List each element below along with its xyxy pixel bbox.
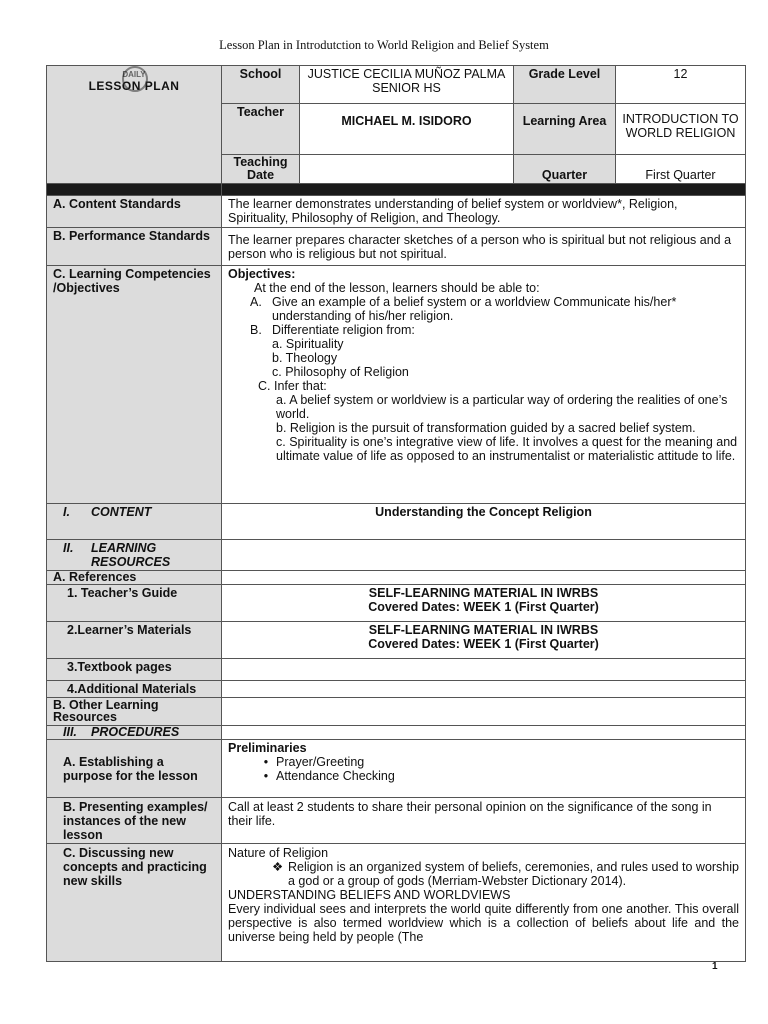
logo-cell	[47, 66, 222, 184]
nature-of-religion-heading: Nature of Religion	[228, 846, 329, 860]
presenting-examples-text: Call at least 2 students to share their personal opinion on the significance of the song in their life.	[222, 798, 746, 844]
bullet-icon: •	[263, 769, 269, 783]
preliminaries-title: Preliminaries	[228, 741, 307, 755]
objective-b-item: a. Spirituality	[272, 337, 344, 351]
list-item: ❖ Religion is an organized system of beliefs, ceremonies, and rules used to worship a god or a group of gods (Merriam-Webster Dictionary 2014).	[272, 860, 739, 888]
textbook-pages-value	[222, 659, 746, 681]
quarter-value: First Quarter	[616, 155, 746, 184]
presenting-examples-label: B. Presenting examples/ instances of the new lesson	[47, 798, 222, 844]
discussing-concepts-label: C. Discussing new concepts and practicing new skills	[47, 844, 222, 962]
procedures-label: III. PROCEDURES	[47, 726, 222, 740]
document-header: Lesson Plan in Introdutction to World Religion and Belief System	[219, 38, 549, 52]
establishing-purpose-text	[222, 740, 746, 798]
references-value	[222, 571, 746, 585]
learners-materials-label: 2.Learner’s Materials	[47, 622, 222, 659]
divider-bar	[222, 184, 746, 196]
content-title: Understanding the Concept Religion	[222, 504, 746, 540]
textbook-pages-label: 3.Textbook pages	[47, 659, 222, 681]
list-item: • Prayer/Greeting	[228, 755, 739, 769]
content-label: I. CONTENT	[47, 504, 222, 540]
bullet-icon: •	[263, 755, 269, 769]
quarter-label: Quarter	[514, 155, 616, 184]
content-standards-text: The learner demonstrates understanding of belief system or worldview*, Religion, Spirituality, Philosophy of Religion, and Theology.	[222, 196, 746, 228]
objective-c-item: c. Spirituality is one’s integrative view of life. It involves a quest for the meaning and ultimate value of life as opposed to an instrumentalist or materialistic attitude to life.	[276, 435, 738, 463]
teacher-label: Teacher	[222, 104, 300, 155]
performance-standards-text: The learner prepares character sketches of a person who is spiritual but not religious and a person who is religious but not spiritual.	[222, 228, 746, 266]
additional-materials-value	[222, 681, 746, 698]
other-resources-label: B. Other Learning Resources	[47, 698, 222, 726]
teaching-date-label: Teaching Date	[222, 155, 300, 184]
diamond-bullet-icon: ❖	[272, 860, 284, 874]
learning-resources-value	[222, 540, 746, 571]
content-standards-label: A. Content Standards	[47, 196, 222, 228]
discussing-concepts-text	[222, 844, 746, 962]
competencies-label: C. Learning Competencies /Objectives	[47, 266, 222, 504]
learners-materials-value: SELF-LEARNING MATERIAL IN IWRBS Covered Dates: WEEK 1 (First Quarter)	[222, 622, 746, 659]
other-resources-value	[222, 698, 746, 726]
divider-bar	[47, 184, 222, 196]
teaching-date-value	[300, 155, 514, 184]
objective-a: A. Give an example of a belief system or a worldview Communicate his/her* understanding of his/her religion.	[250, 295, 677, 323]
teachers-guide-label: 1. Teacher’s Guide	[47, 585, 222, 622]
teachers-guide-value: SELF-LEARNING MATERIAL IN IWRBS Covered Dates: WEEK 1 (First Quarter)	[222, 585, 746, 622]
grade-value: 12	[616, 66, 746, 104]
objective-b: B. Differentiate religion from:	[250, 323, 415, 337]
learning-resources-label: II. LEARNING RESOURCES	[47, 540, 222, 571]
references-label: A. References	[47, 571, 222, 585]
teacher-value: MICHAEL M. ISIDORO	[300, 104, 514, 155]
beliefs-worldviews-heading: UNDERSTANDING BELIEFS AND WORLDVIEWS	[228, 888, 511, 902]
procedures-value	[222, 726, 746, 740]
objectives-title: Objectives:	[228, 267, 296, 281]
list-item: • Attendance Checking	[228, 769, 739, 783]
learning-area-label: Learning Area	[514, 104, 616, 155]
worldview-paragraph: Every individual sees and interprets the world quite differently from one another. This overall perspective is also termed worldview which is a collection of beliefs about life and the universe being held by people (The	[228, 902, 739, 944]
page-number: 1	[712, 961, 718, 972]
performance-standards-label: B. Performance Standards	[47, 228, 222, 266]
learning-area-value: INTRODUCTION TO WORLD RELIGION	[616, 104, 746, 155]
establishing-purpose-label: A. Establishing a purpose for the lesson	[47, 740, 222, 798]
competencies-text	[222, 266, 746, 504]
lesson-plan-table	[46, 65, 746, 962]
objective-b-item: b. Theology	[272, 351, 338, 365]
school-value: JUSTICE CECILIA MUÑOZ PALMA SENIOR HS	[300, 66, 514, 104]
additional-materials-label: 4.Additional Materials	[47, 681, 222, 698]
objective-c: C. Infer that:	[258, 379, 327, 393]
objectives-intro: At the end of the lesson, learners should be able to:	[254, 281, 540, 295]
school-logo: DAILY LESSON PLAN	[53, 67, 215, 93]
objective-b-item: c. Philosophy of Religion	[272, 365, 409, 379]
objective-c-item: b. Religion is the pursuit of transformation guided by a sacred belief system.	[276, 421, 696, 435]
grade-label: Grade Level	[514, 66, 616, 104]
objective-c-item: a. A belief system or worldview is a particular way of ordering the realities of one’s world.	[276, 393, 728, 421]
school-label: School	[222, 66, 300, 104]
